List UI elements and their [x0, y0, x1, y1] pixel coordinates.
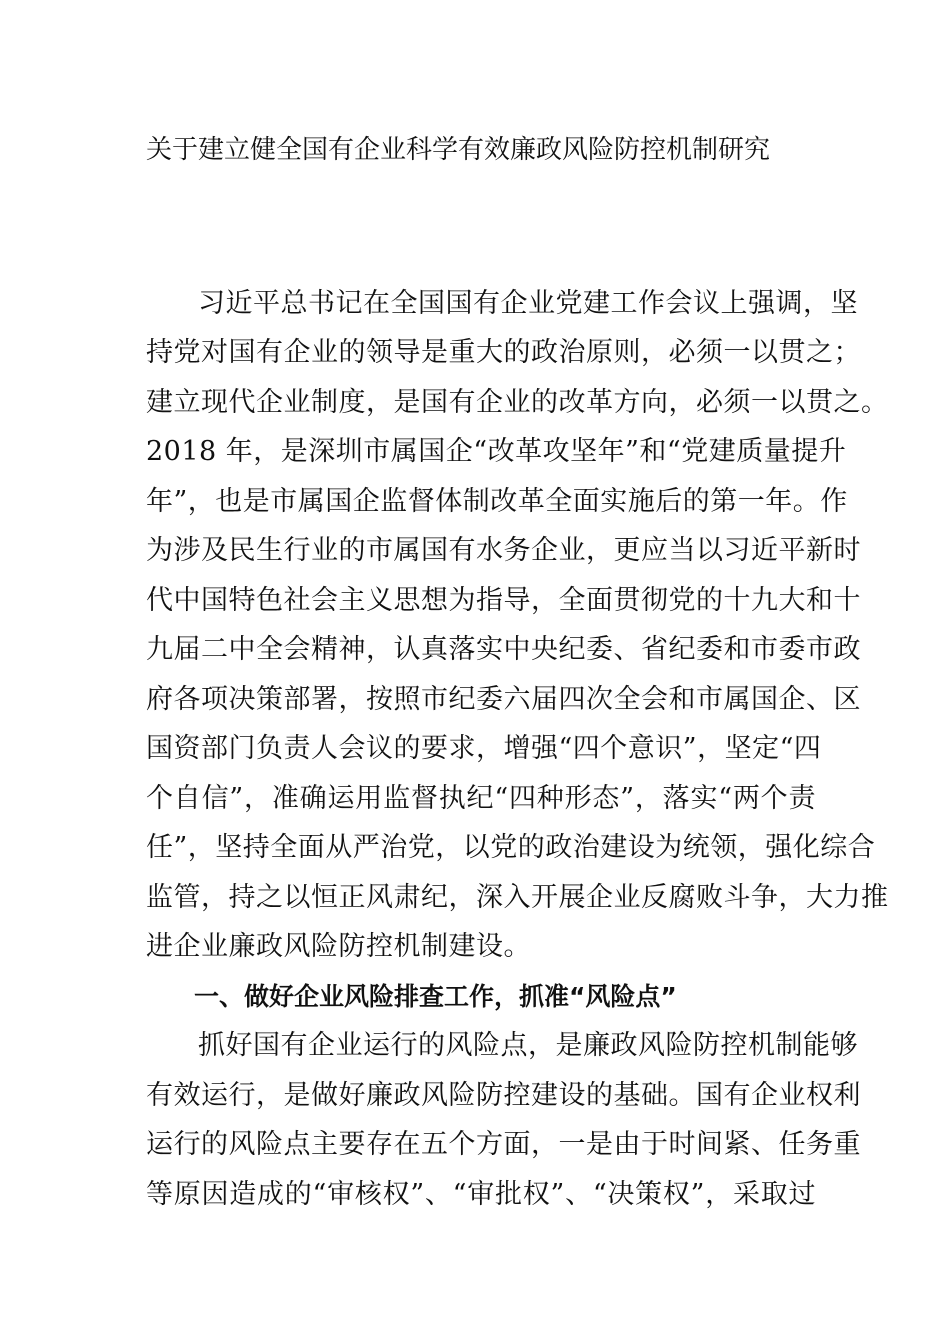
- paragraph-line: 任”，坚持全面从严治党，以党的政治建设为统领，强化综合: [146, 832, 876, 863]
- paragraph-line: 年”，也是市属国企监督体制改革全面实施后的第一年。作: [146, 486, 848, 517]
- paragraph-line: 为涉及民生行业的市属国有水务企业，更应当以习近平新时: [146, 535, 861, 566]
- paragraph-line: 建立现代企业制度，是国有企业的改革方向，必须一以贯之。: [146, 387, 889, 418]
- paragraph-line: 府各项决策部署，按照市纪委六届四次全会和市属国企、区: [146, 684, 861, 715]
- paragraph-line: 国资部门负责人会议的要求，增强“四个意识”，坚定“四: [146, 733, 822, 764]
- paragraph-line: 2018 年，是深圳市属国企“改革攻坚年”和“党建质量提升: [146, 436, 847, 467]
- section-heading: 一、做好企业风险排查工作，抓准“风险点”: [194, 982, 677, 1011]
- paragraph-line: 个自信”，准确运用监督执纪“四种形态”，落实“两个责: [146, 783, 816, 814]
- paragraph-line: 有效运行，是做好廉政风险防控建设的基础。国有企业权利: [146, 1080, 861, 1111]
- paragraph-line: 等原因造成的“审核权”、“审批权”、“决策权”，采取过: [146, 1179, 816, 1210]
- document-title: 关于建立健全国有企业科学有效廉政风险防控机制研究: [146, 135, 771, 165]
- paragraph-line: 抓好国有企业运行的风险点，是廉政风险防控机制能够: [198, 1030, 858, 1061]
- paragraph-line: 习近平总书记在全国国有企业党建工作会议上强调，坚: [198, 288, 858, 319]
- paragraph-line: 进企业廉政风险防控机制建设。: [146, 931, 531, 962]
- paragraph-line: 九届二中全会精神，认真落实中央纪委、省纪委和市委市政: [146, 634, 861, 665]
- paragraph-line: 代中国特色社会主义思想为指导，全面贯彻党的十九大和十: [146, 585, 861, 616]
- paragraph-line: 运行的风险点主要存在五个方面，一是由于时间紧、任务重: [146, 1129, 861, 1160]
- paragraph-line: 持党对国有企业的领导是重大的政治原则，必须一以贯之；: [146, 337, 861, 368]
- paragraph-line: 监管，持之以恒正风肃纪，深入开展企业反腐败斗争，大力推: [146, 882, 889, 913]
